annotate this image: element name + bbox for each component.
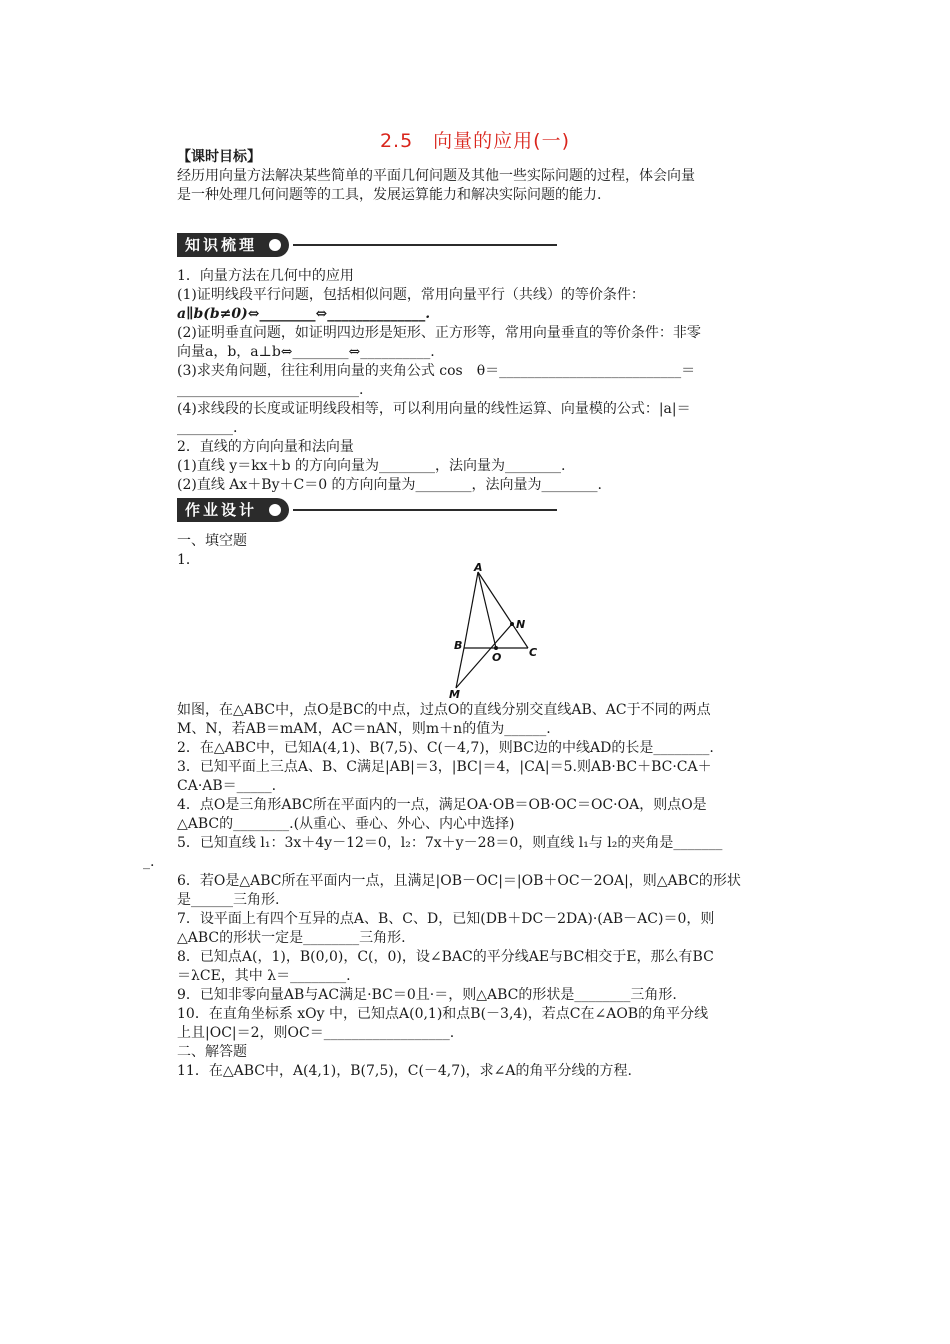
text-line: 1．向量方法在几何中的应用 xyxy=(177,268,354,284)
text-line: 6．若O是△ABC所在平面内一点，且满足|OB－OC|＝|OB＋OC－2OA|，则△ABC的形状 xyxy=(177,873,741,889)
text-line: 9．已知非零向量AB与AC满足·BC＝0且·＝，则△ABC的形状是________三角形. xyxy=(177,987,677,1003)
text-line: (2)证明垂直问题，如证明四边形是矩形、正方形等，常用向量垂直的等价条件：非零 xyxy=(177,325,701,341)
text-line: 2．直线的方向向量和法向量 xyxy=(177,439,354,455)
section-rule xyxy=(293,244,557,246)
bullet-dot-icon xyxy=(269,504,281,516)
objective-text-2: 是一种处理几何问题等的工具，发展运算能力和解决实际问题的能力. xyxy=(177,187,602,203)
section-rule xyxy=(293,509,557,511)
text-line: (1)证明线段平行问题，包括相似问题，常用向量平行（共线）的等价条件： xyxy=(177,287,645,303)
section-title-text: 作业设计 xyxy=(185,501,258,519)
label-N: N xyxy=(516,618,526,631)
section-title-box xyxy=(177,498,289,522)
text-line: △ABC的________.(从重心、垂心、外心、内心中选择) xyxy=(177,816,515,832)
heading-fill-in: 一、填空题 xyxy=(177,533,247,549)
text-line: (3)求夹角问题，往往利用向量的夹角公式 cos θ＝__________________________＝ xyxy=(177,363,696,379)
triangle-figure xyxy=(430,560,550,705)
label-M: M xyxy=(449,688,460,701)
question-11: 11．在△ABC中，A(4,1)，B(7,5)，C(－4,7)，求∠A的角平分线的方程. xyxy=(177,1063,632,1079)
segment-AC xyxy=(478,572,528,648)
label-C: C xyxy=(529,646,538,659)
text-line: _. xyxy=(143,854,155,870)
segment-BM xyxy=(456,648,464,688)
text-line: 如图，在△ABC中，点O是BC的中点，过点O的直线分别交直线AB、AC于不同的两点 xyxy=(177,702,711,718)
text-line: M、N，若AB＝mAM，AC＝nAN，则m＋n的值为______. xyxy=(177,721,551,737)
objective-text-1: 经历用向量方法解决某些简单的平面几何问题及其他一些实际问题的过程，体会向量 xyxy=(177,168,695,184)
bullet-dot-icon xyxy=(269,239,281,251)
heading-solution: 二、解答题 xyxy=(177,1044,247,1060)
objective-label: 【课时目标】 xyxy=(177,149,261,165)
segment-MN xyxy=(456,624,512,688)
text-line: 上且|OC|＝2，则OC＝__________________. xyxy=(177,1025,455,1041)
page-title: 2.5 向量的应用(一) xyxy=(379,130,571,152)
question-number: 1． xyxy=(177,552,200,568)
text-line: 4．点O是三角形ABC所在平面内的一点，满足OA·OB＝OB·OC＝OC·OA，则点O是 xyxy=(177,797,707,813)
text-line: 3．已知平面上三点A、B、C满足|AB|＝3，|BC|＝4，|CA|＝5.则AB·BC＋BC·CA＋ xyxy=(177,759,712,775)
text-line: ＝λCE，其中 λ＝________. xyxy=(177,968,351,984)
section-title-text: 知识梳理 xyxy=(185,236,258,254)
text-line: 5．已知直线 l₁：3x＋4y－12＝0，l₂：7x＋y－28＝0，则直线 l₁与 l₂的夹角是_______ xyxy=(177,835,723,851)
text-line: CA·AB＝_____. xyxy=(177,778,277,794)
section-title-box xyxy=(177,233,289,257)
text-line: △ABC的形状一定是________三角形. xyxy=(177,930,406,946)
label-O: O xyxy=(492,651,502,664)
text-line: 向量a，b，a⊥b⇔________⇔__________. xyxy=(177,344,435,360)
text-line: 是______三角形. xyxy=(177,892,280,908)
text-line: (2)直线 Ax＋By＋C＝0 的方向向量为________，法向量为________. xyxy=(177,477,603,493)
text-line: ________. xyxy=(177,420,238,436)
point-O xyxy=(494,646,498,650)
text-line: a∥b(b≠0)⇔________⇔______________. xyxy=(177,306,431,322)
text-line: (1)直线 y＝kx＋b 的方向向量为________，法向量为________. xyxy=(177,458,566,474)
text-line: 7．设平面上有四个互异的点A、B、C、D，已知(DB＋DC－2DA)·(AB－AC)＝0，则 xyxy=(177,911,715,927)
text-line: (4)求线段的长度或证明线段相等，可以利用向量的线性运算、向量模的公式：|a|＝ xyxy=(177,401,691,417)
label-A: A xyxy=(474,561,483,574)
point-N xyxy=(510,622,514,626)
segment-AO xyxy=(478,572,496,648)
label-B: B xyxy=(454,639,463,652)
text-line: __________________________. xyxy=(177,382,364,398)
text-line: 2．在△ABC中，已知A(4,1)、B(7,5)、C(－4,7)，则BC边的中线AD的长是________. xyxy=(177,740,714,756)
text-line: 10．在直角坐标系 xOy 中，已知点A(0,1)和点B(－3,4)，若点C在∠AOB的角平分线 xyxy=(177,1006,709,1022)
text-line: 8．已知点A(，1)，B(0,0)，C(，0)，设∠BAC的平分线AE与BC相交于E，那么有BC xyxy=(177,949,714,965)
segment-AB xyxy=(464,572,478,648)
